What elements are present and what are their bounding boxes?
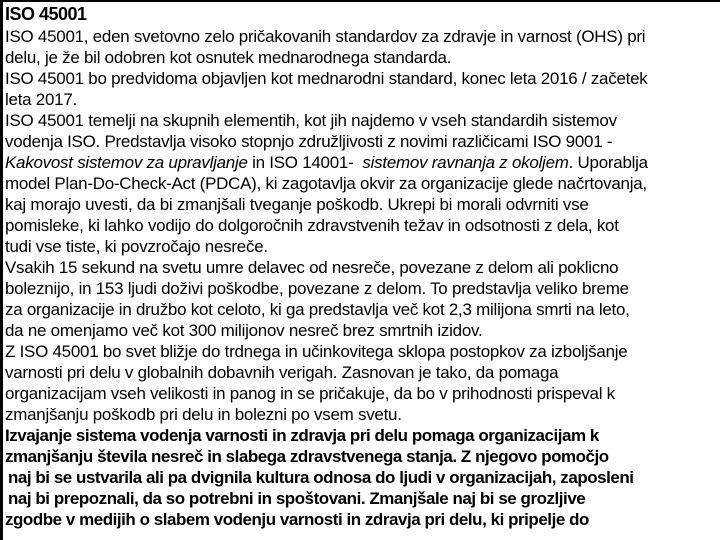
bold-text-line: zmanjšanju števila nesreč in slabega zdravstvenega stanja. Z njegovo pomočjo <box>5 447 609 466</box>
bold-text-line: naj bi prepoznali, da so potrebni in spoštovani. Zmanjšale naj bi se grozljive <box>7 489 586 508</box>
text-line: varnosti pri delu v globalnih dobavnih verigah. Zasnovan je tako, da pomaga <box>5 363 559 382</box>
text-line: kaj morajo uvesti, da bi zmanjšali tveganje poškodb. Ukrepi bi morali odvrniti vse <box>5 195 589 214</box>
slide-title: ISO 45001 <box>5 4 87 24</box>
text-segment: . Uporablja <box>568 153 648 172</box>
bold-text-line: naj bi se ustvarila ali pa dvignila kultura odnosa do ljudi v organizacijah, zaposleni <box>7 468 634 487</box>
text-line: boleznijo, in 153 ljudi doživi poškodbe, povezane z delom. To predstavlja veliko breme <box>5 279 629 298</box>
text-line <box>5 152 715 173</box>
text-line: vodenja ISO. Predstavlja visoko stopnjo združljivosti z novimi različicami ISO 9001 - <box>5 132 613 151</box>
text-line: pomisleke, ki lahko vodijo do dolgoročnih zdravstvenih težav in odsotnosti z dela, kot <box>5 216 619 235</box>
text-line: model Plan-Do-Check-Act (PDCA), ki zagotavlja okvir za organizacije glede načrtovanja, <box>5 174 647 193</box>
text-line: organizacijam vseh velikosti in panog in se pričakuje, da bo v prihodnosti prispeval k <box>5 384 615 403</box>
bold-text-line: Izvajanje sistema vodenja varnosti in zdravja pri delu pomaga organizacijam k <box>5 426 599 445</box>
text-line: Z ISO 45001 bo svet bližje do trdnega in učinkovitega sklopa postopkov za izboljšanje <box>5 342 628 361</box>
italic-term: sistemov ravnanja z okoljem <box>362 153 569 172</box>
text-line: za organizacije in družbo kot celoto, ki ga predstavlja več kot 2,3 milijona smrti na leto, <box>5 300 630 319</box>
text-line: leta 2017. <box>5 90 77 109</box>
slide-body-text <box>5 26 717 530</box>
bold-text-line: zgodbe v medijih o slabem vodenju varnosti in zdravja pri delu, ki pripelje do <box>5 510 589 529</box>
text-line: ISO 45001, eden svetovno zelo pričakovanih standardov za zdravje in varnost (OHS) pri <box>5 27 646 46</box>
text-line: da ne omenjamo več kot 300 milijonov nesreč brez smrtnih izidov. <box>5 321 483 340</box>
text-line: ISO 45001 bo predvidoma objavljen kot mednarodni standard, konec leta 2016 / začetek <box>5 69 648 88</box>
text-line: zmanjšanju poškodb pri delu in bolezni po vsem svetu. <box>5 405 402 424</box>
text-line: delu, je že bil odobren kot osnutek mednarodnega standarda. <box>5 48 452 67</box>
text-line: Vsakih 15 sekund na svetu umre delavec od nesreče, povezane z delom ali poklicno <box>5 258 619 277</box>
text-segment: in ISO 14001- <box>247 153 363 172</box>
text-line: ISO 45001 temelji na skupnih elementih, kot jih najdemo v vseh standardih sistemov <box>5 111 617 130</box>
italic-term: Kakovost sistemov za upravljanje <box>5 153 248 172</box>
text-line: tudi vse tiste, ki povzročajo nesreče. <box>5 237 268 256</box>
